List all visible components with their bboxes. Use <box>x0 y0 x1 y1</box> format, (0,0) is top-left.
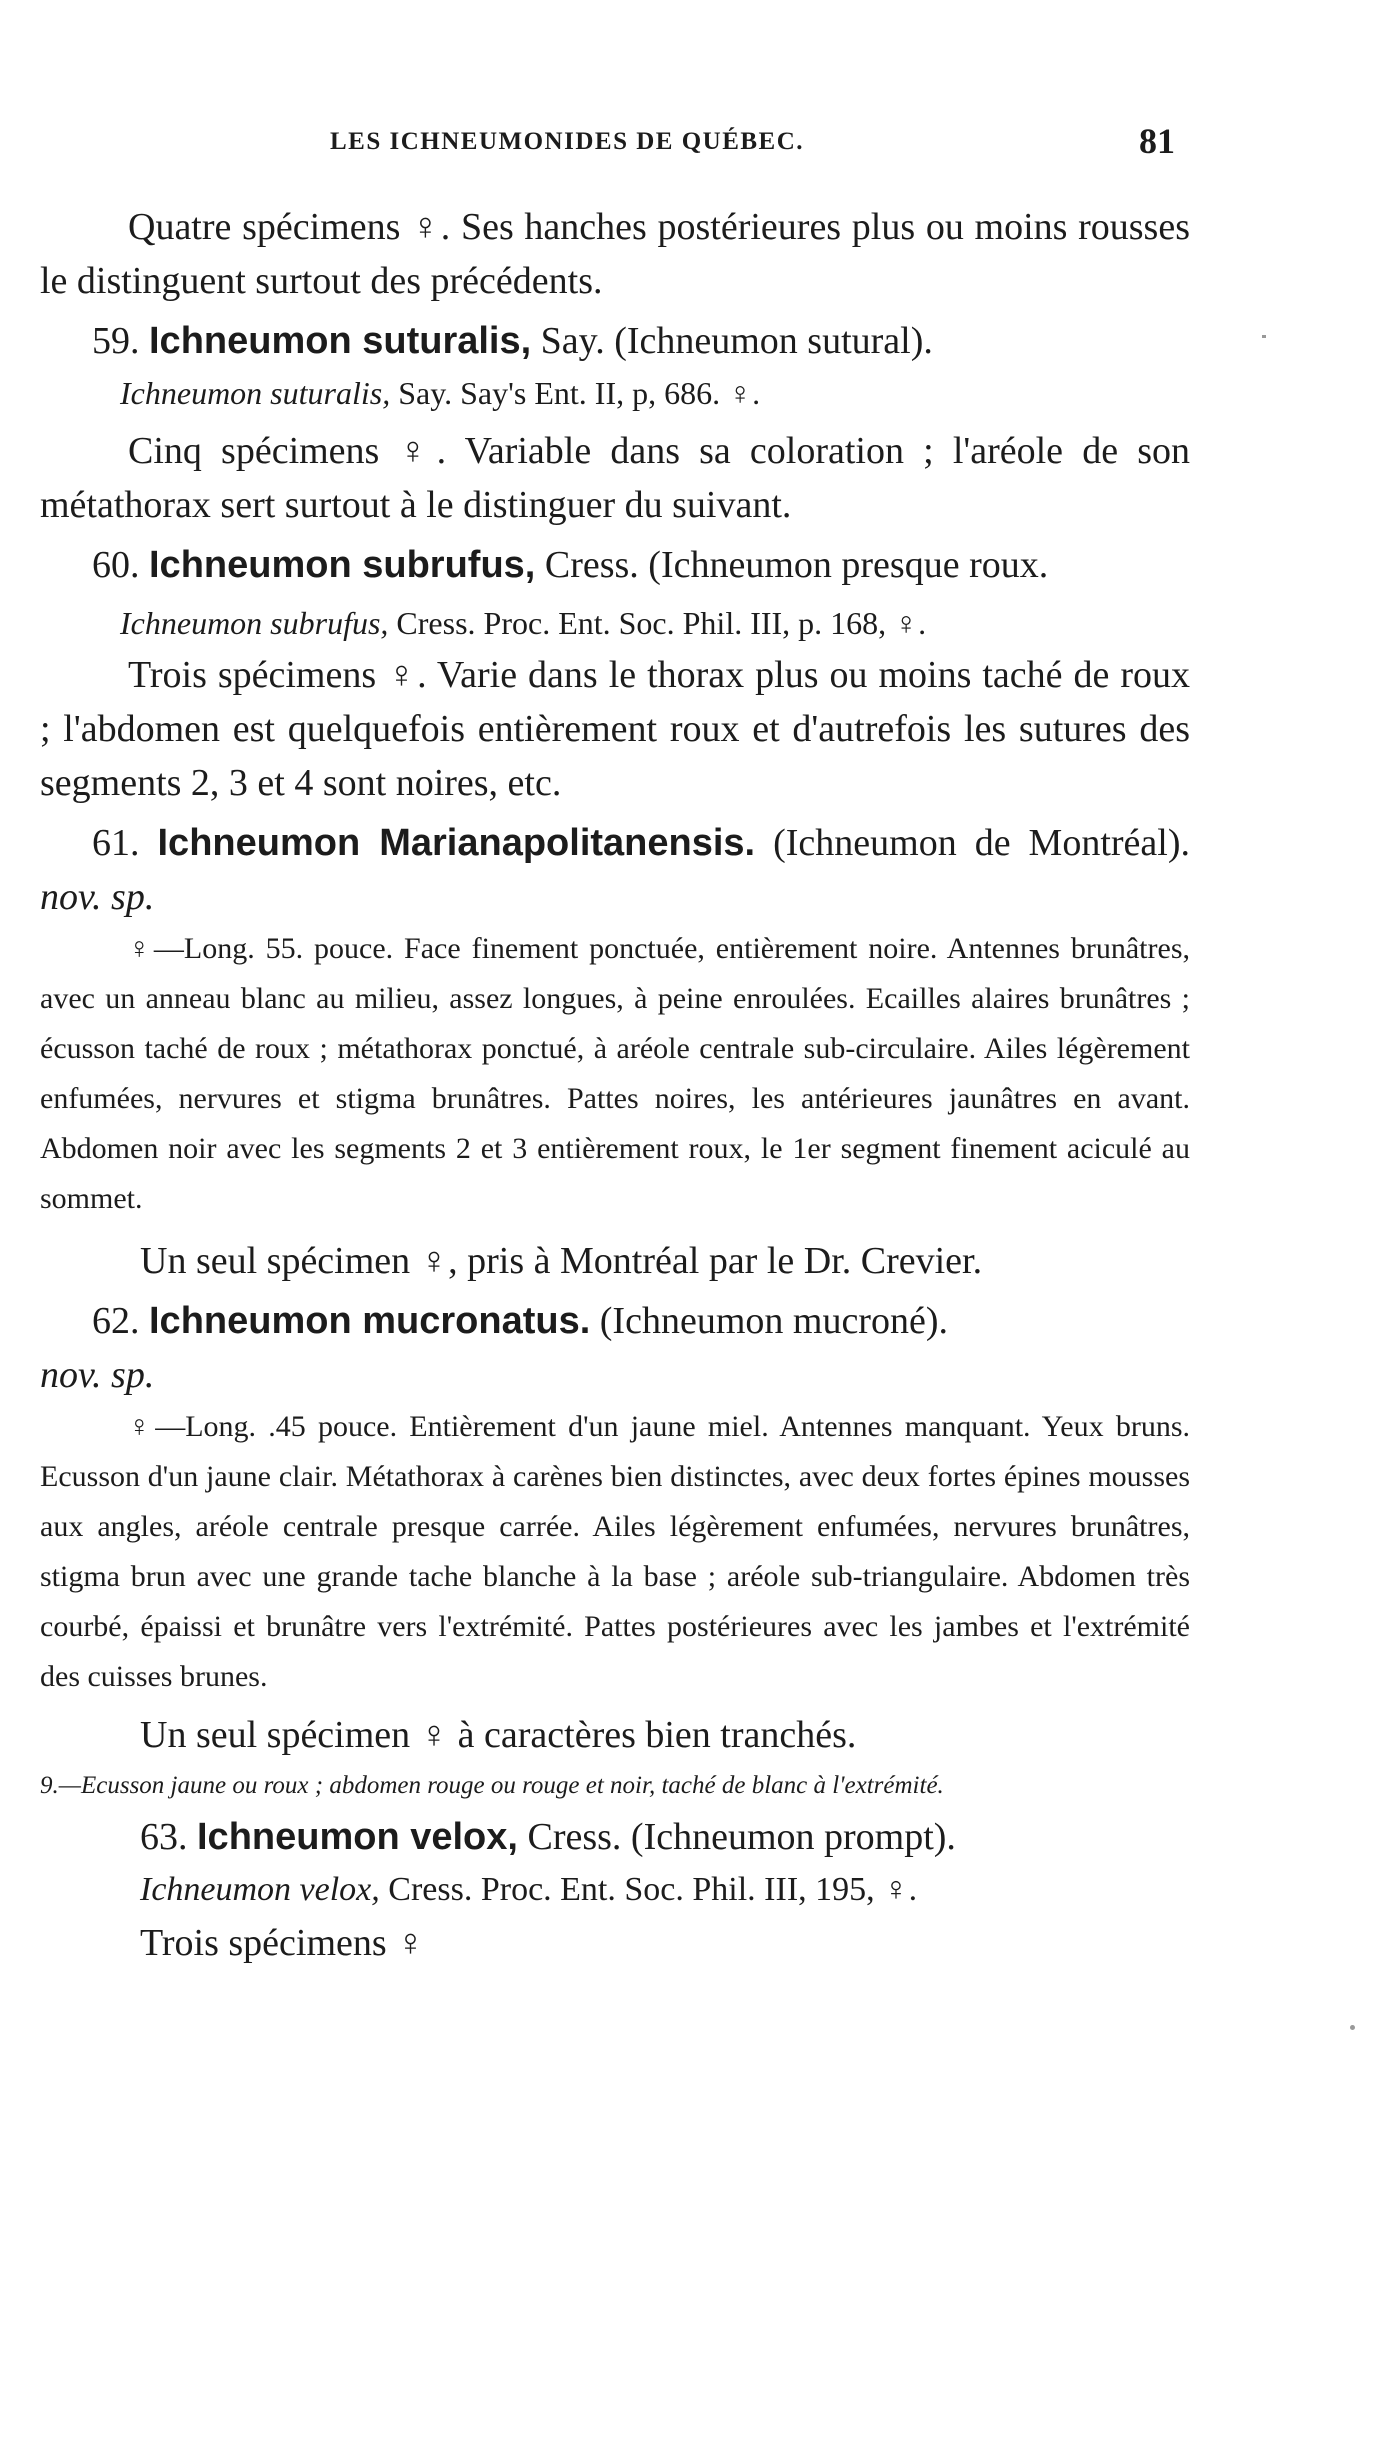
species-63-heading <box>40 1810 1190 1864</box>
species-60-description: Trois spécimens ♀. Varie dans le thorax plus ou moins taché de roux ; l'abdomen est quelquefois entièrement roux et d'autrefois les sutures des segments 2, 3 et 4 sont noires, etc. <box>40 654 1190 804</box>
page-number: 81 <box>1139 121 1175 161</box>
species-59-synonym <box>40 368 1190 418</box>
paragraph-intro: Quatre spécimens ♀. Ses hanches postérieures plus ou moins rousses le distinguent surtout des précédents. <box>40 206 1190 302</box>
synonym-ref: Cress. Proc. Ent. Soc. Phil. III, p. 168, ♀. <box>388 605 927 641</box>
running-header <box>330 121 1175 161</box>
species-60-synonym <box>40 598 1190 648</box>
species-62-note: Un seul spécimen ♀ à caractères bien tranchés. <box>140 1714 857 1756</box>
species-name: Ichneumon velox, <box>197 1816 518 1858</box>
species-61-description: ♀—Long. 55. pouce. Face finement ponctuée, entièrement noire. Antennes brunâtres, avec un anneau blanc au milieu, assez longues, à peine enroulées. Ecailles alaires brunâtres ; écusson taché de roux ; métathorax ponctué, à aréole centrale sub-circulaire. Ailes légèrement enfumées, nervures et stigma brunâtres. Pattes noires, les antérieures jaunâtres en avant. Abdomen noir avec les segments 2 et 3 entièrement roux, le 1er segment finement aciculé au sommet. <box>40 932 1190 1215</box>
species-63-description: Trois spécimens ♀ <box>140 1922 425 1964</box>
synonym-ref: Cress. Proc. Ent. Soc. Phil. III, 195, ♀. <box>379 1871 918 1908</box>
species-number: 59. <box>92 320 140 362</box>
species-common-name: (Ichneumon mucroné). <box>590 1300 948 1342</box>
page-body <box>40 200 1190 1970</box>
species-62-heading <box>40 1294 1190 1402</box>
species-number: 61. <box>92 822 140 864</box>
species-name: Ichneumon Marianapolitanensis. <box>157 822 756 864</box>
species-62-description: ♀—Long. .45 pouce. Entièrement d'un jaune miel. Antennes manquant. Yeux bruns. Ecusson d'un jaune clair. Métathorax à carènes bien distinctes, avec deux fortes épines mousses aux angles, aréole centrale presque carrée. Ailes légèrement enfumées, nervures brunâtres, stigma brun avec une grande tache blanche à la base ; aréole sub-triangulaire. Abdomen très courbé, épaissi et brunâtre vers l'extrémité. Pattes postérieures avec les jambes et l'extrémité des cuisses brunes. <box>40 1410 1190 1693</box>
species-61-heading <box>40 816 1190 924</box>
species-61-note: Un seul spécimen ♀, pris à Montréal par le Dr. Crevier. <box>140 1240 983 1282</box>
species-63-synonym <box>40 1864 1190 1916</box>
species-author: Cress. (Ichneumon presque roux. <box>535 544 1049 586</box>
footnote: 9.—Ecusson jaune ou roux ; abdomen rouge ou rouge et noir, taché de blanc à l'extrémité. <box>40 1772 944 1799</box>
synonym-ref: Say. Say's Ent. II, p, 686. ♀. <box>390 375 761 411</box>
scan-speck <box>1262 335 1266 338</box>
species-common-name: (Ichneumon de Montréal). <box>755 822 1190 864</box>
species-author: Cress. (Ichneumon prompt). <box>517 1816 956 1858</box>
species-author: Say. (Ichneumon sutural). <box>531 320 933 362</box>
nov-sp-label: nov. sp. <box>40 1354 155 1396</box>
species-name: Ichneumon subrufus, <box>149 544 536 586</box>
synonym-name: Ichneumon velox, <box>140 1871 380 1908</box>
synonym-name: Ichneumon subrufus, <box>120 605 389 641</box>
species-number: 62. <box>92 1300 140 1342</box>
species-59-description: Cinq spécimens ♀. Variable dans sa coloration ; l'aréole de son métathorax sert surtout à le distinguer du suivant. <box>40 430 1190 526</box>
nov-sp-label: nov. sp. <box>40 876 155 918</box>
species-60-heading <box>40 538 1190 592</box>
species-number: 63. <box>140 1816 188 1858</box>
running-title: LES ICHNEUMONIDES DE QUÉBEC. <box>330 128 805 155</box>
synonym-name: Ichneumon suturalis, <box>120 375 391 411</box>
species-number: 60. <box>92 544 140 586</box>
scan-speck <box>1350 2025 1355 2030</box>
species-59-heading <box>40 314 1190 368</box>
species-name: Ichneumon mucronatus. <box>149 1300 591 1342</box>
species-name: Ichneumon suturalis, <box>149 320 532 362</box>
